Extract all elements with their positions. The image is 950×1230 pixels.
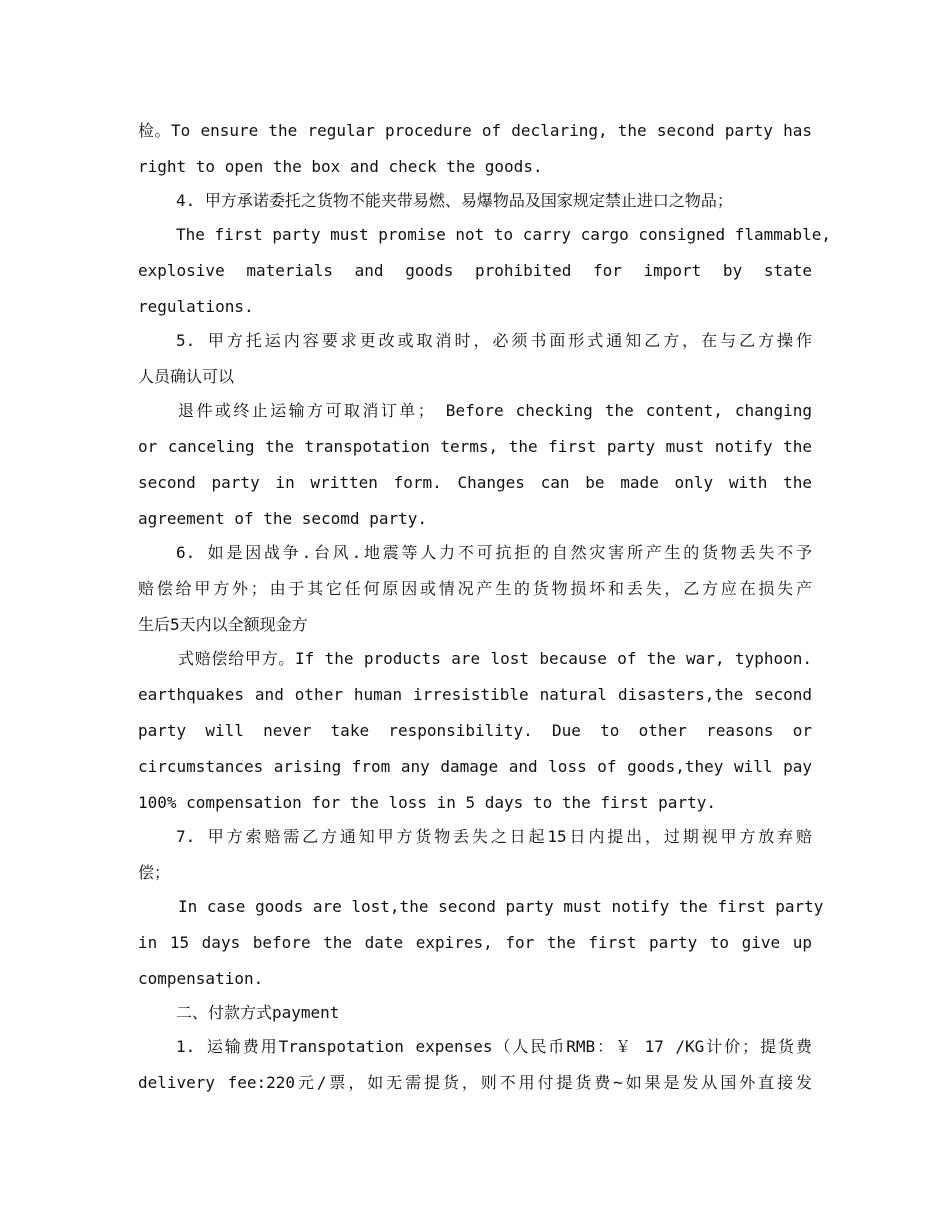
- section-heading-payment: 二、付款方式payment: [176, 1003, 340, 1022]
- text-line: 人员确认可以: [138, 367, 235, 386]
- text-line: or canceling the transpotation terms, the first party must notify the: [138, 437, 812, 456]
- text-line: 赔偿给甲方外；由于其它任何原因或情况产生的货物损坏和丢失，乙方应在损失产: [138, 579, 812, 598]
- payment-clause-1: 1. 运输费用Transpotation expenses（人民币RMB：￥ 17 /KG计价；提货费: [176, 1037, 812, 1056]
- text-line: 退件或终止运输方可取消订单； Before checking the content, changing: [178, 401, 812, 420]
- text-line: 生后5天内以全额现金方: [138, 615, 308, 634]
- text-line: 式赔偿给甲方。If the products are lost because of the war, typhoon.: [178, 649, 812, 668]
- text-line: second party in written form. Changes can be made only with the: [138, 473, 812, 492]
- text-line: in 15 days before the date expires, for the first party to give up: [138, 933, 812, 952]
- text-line: right to open the box and check the goods.: [138, 157, 543, 176]
- text-line: regulations.: [138, 297, 254, 316]
- text-line: In case goods are lost,the second party must notify the first party: [178, 897, 824, 916]
- clause-6-heading: 6. 如是因战争.台风.地震等人力不可抗拒的自然灾害所产生的货物丢失不予: [176, 543, 812, 562]
- text-line: earthquakes and other human irresistible natural disasters,the second: [138, 685, 812, 704]
- text-line: The first party must promise not to carry cargo consigned flammable,: [176, 225, 832, 244]
- text-line: 100% compensation for the loss in 5 days to the first party.: [138, 793, 716, 812]
- text-line: agreement of the secomd party.: [138, 509, 427, 528]
- clause-4-heading: 4. 甲方承诺委托之货物不能夹带易燃、易爆物品及国家规定禁止进口之物品；: [176, 191, 733, 210]
- clause-5-heading: 5. 甲方托运内容要求更改或取消时，必须书面形式通知乙方，在与乙方操作: [176, 331, 812, 350]
- clause-7-heading: 7. 甲方索赔需乙方通知甲方货物丢失之日起15日内提出，过期视甲方放弃赔: [176, 827, 812, 846]
- text-line: explosive materials and goods prohibited for import by state: [138, 261, 812, 280]
- text-line: party will never take responsibility. Due to other reasons or: [138, 721, 812, 740]
- text-line: 偿；: [138, 863, 171, 882]
- text-line: delivery fee:220元/票，如无需提货，则不用付提货费~如果是发从国外直接发: [138, 1073, 812, 1092]
- text-line: 检。To ensure the regular procedure of declaring, the second party has: [138, 121, 812, 140]
- text-line: circumstances arising from any damage and loss of goods,they will pay: [138, 757, 812, 776]
- text-line: compensation.: [138, 969, 264, 988]
